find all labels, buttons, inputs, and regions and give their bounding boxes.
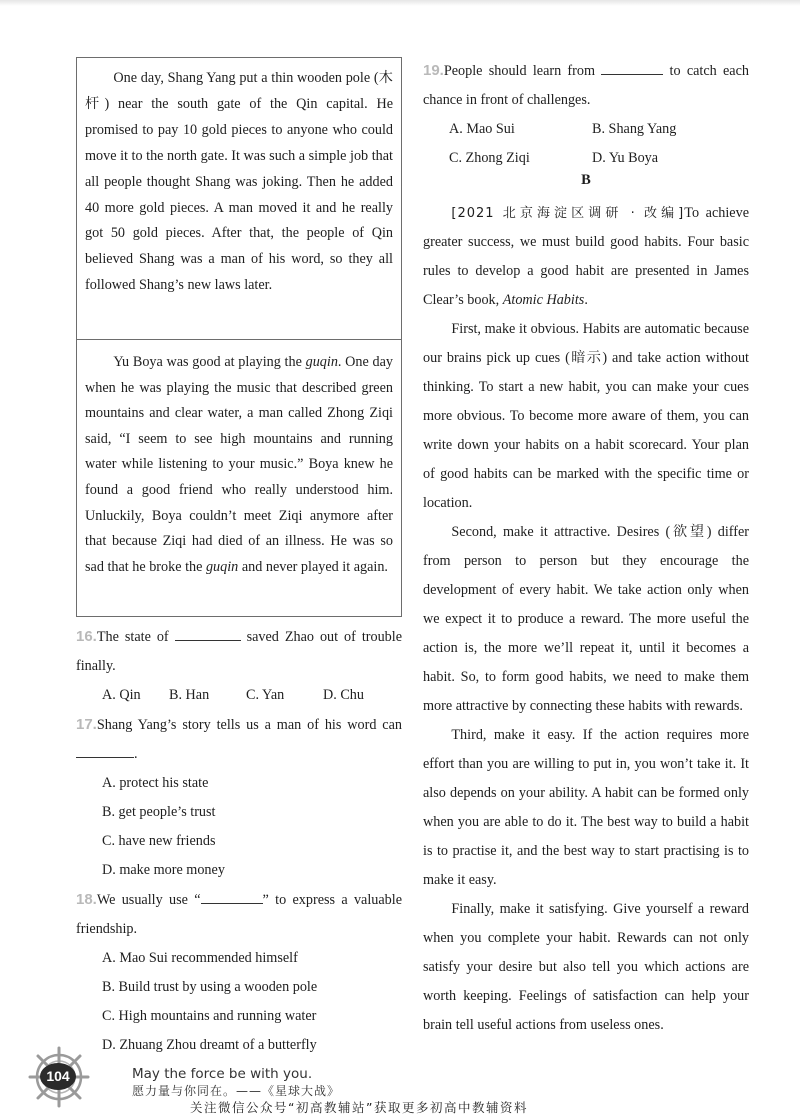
answer-blank[interactable]: [201, 891, 263, 904]
question-stem: [423, 56, 749, 115]
question-17: [76, 710, 402, 885]
question-number: 18.: [76, 891, 97, 908]
option-c[interactable]: C. have new friends: [102, 833, 216, 849]
option-a[interactable]: A. Qin: [102, 687, 141, 703]
options-row: [423, 115, 749, 144]
italic-term: guqin: [305, 354, 338, 370]
source-tag: [2021 北京海淀区调研 · 改编]: [451, 206, 685, 221]
italic-term: guqin: [205, 558, 239, 575]
option-d[interactable]: D. make more money: [102, 862, 225, 878]
story-box-yu-boya: [76, 339, 402, 617]
passage-intro: [423, 199, 749, 315]
option-b[interactable]: B. Build trust by using a wooden pole: [102, 979, 318, 995]
stem-text: People should learn from: [443, 63, 596, 79]
stem-text: We usually use “: [96, 892, 201, 908]
footer-slogan-cn: 愿力量与你同在。——《星球大战》: [132, 1084, 341, 1098]
passage-b: [423, 199, 749, 1040]
answer-blank[interactable]: [175, 628, 241, 641]
option-b[interactable]: B. Han: [169, 687, 210, 703]
option-b[interactable]: B. get people’s trust: [102, 804, 216, 820]
option-a[interactable]: A. protect his state: [102, 775, 209, 791]
options-row: [423, 144, 749, 173]
option-b[interactable]: B. Shang Yang: [592, 121, 677, 137]
option-d[interactable]: D. Chu: [323, 687, 364, 703]
question-18: [76, 885, 402, 1060]
option-d[interactable]: D. Yu Boya: [592, 150, 659, 166]
intro-text: To achieve greater success, we must build good habits. Four basic rules to develop a good habit are presented in James Clear’s book,: [423, 205, 749, 308]
option-d[interactable]: D. Zhuang Zhou dreamt of a butterfly: [102, 1037, 317, 1053]
option-c[interactable]: C. Yan: [246, 687, 285, 703]
story-text-part: . One day when he was playing the music that described green mountains and clear water, a man called Zhong Ziqi said, “I seem to see high mountains and running water while listening to your music.” Boya knew he found a good friend who really understood him. Unluckily, Boya couldn’t meet Ziqi anymore after that because Ziqi had died of an illness. He was so sad that he broke the: [85, 354, 393, 575]
paragraph-obvious: First, make it obvious. Habits are automatic because our brains pick up cues (暗示) and take action without thinking. To start a new habit, you can make your cues more obvious. To become more aware of them, you can write down your habits on a habit scorecard. Your plan of good habits can be marked with the specific time or location.: [423, 321, 749, 511]
option-c[interactable]: C. High mountains and running water: [102, 1008, 317, 1024]
section-heading: B: [581, 172, 591, 188]
stem-text: .: [134, 746, 138, 762]
paragraph-easy: Third, make it easy. If the action requires more effort than you are willing to put in, you won’t take it. It also depends on your ability. A habit can be formed only when you are able to do it. The best way to build a habit is to practise it, and the best way to start practising is to make it easy.: [423, 727, 749, 888]
option-a[interactable]: A. Mao Sui recommended himself: [102, 950, 298, 966]
question-19: [423, 56, 749, 173]
footer-promo: 关注微信公众号“初高教辅站”获取更多初高中教辅资料: [190, 1100, 528, 1115]
story-box-shang-yang: [76, 57, 402, 340]
stem-text: Shang Yang’s story tells us a man of his word can: [96, 717, 402, 733]
story-text-part: Yu Boya was good at playing the: [113, 354, 306, 370]
question-stem: [76, 710, 402, 769]
stem-text: to catch each chance in front of challenges.: [423, 63, 749, 108]
paragraph-satisfying: Finally, make it satisfying. Give yourself a reward when you complete your habit. Rewards can not only satisfy your desire but also tell you which actions are worth keeping. Feelings of satisfaction can help your brain tell useful actions from useless ones.: [423, 901, 749, 1033]
option-a[interactable]: A. Mao Sui: [449, 121, 515, 137]
stem-text: ” to express a valuable friendship.: [76, 892, 402, 937]
page-number: 104: [40, 1063, 76, 1090]
question-stem: [76, 885, 402, 944]
book-title: Atomic Habits: [502, 292, 585, 308]
story-shang-yang-text: One day, Shang Yang put a thin wooden pole (木杆) near the south gate of the Qin capital. He promised to pay 10 gold pieces to anyone who could move it to the north gate. It was such a simple job that all people thought Shang was joking. Then he added 40 more gold pieces. A man moved it and he really got 50 gold pieces. After that, the people of Qin believed Shang was a man of his word, so they all followed Shang’s new laws later.: [85, 70, 393, 294]
question-stem: [76, 622, 402, 681]
stem-text: The state of: [96, 629, 169, 645]
question-number: 17.: [76, 716, 97, 733]
question-number: 16.: [76, 628, 97, 645]
footer-slogan-en: May the force be with you.: [132, 1066, 313, 1082]
option-c[interactable]: C. Zhong Ziqi: [449, 150, 530, 166]
options-row: [76, 681, 402, 710]
answer-blank[interactable]: [76, 745, 134, 758]
story-yu-boya-text: [85, 350, 393, 580]
question-16: [76, 622, 402, 710]
paragraph-attractive: Second, make it attractive. Desires (欲望) differ from person to person but they encourage the development of every habit. We take action only when we expect it to produce a reward. The more useful the action is, the more we’ll repeat it, until it becomes a habit. So, to form good habits, we need to make them more attractive by connecting these habits with rewards.: [423, 524, 749, 714]
top-edge: [0, 0, 800, 6]
question-number: 19.: [423, 62, 444, 79]
story-text-part: and never played it again.: [238, 558, 388, 575]
answer-blank[interactable]: [601, 62, 663, 75]
intro-text: .: [584, 292, 588, 308]
stem-text: saved Zhao out of trouble finally.: [76, 629, 403, 674]
